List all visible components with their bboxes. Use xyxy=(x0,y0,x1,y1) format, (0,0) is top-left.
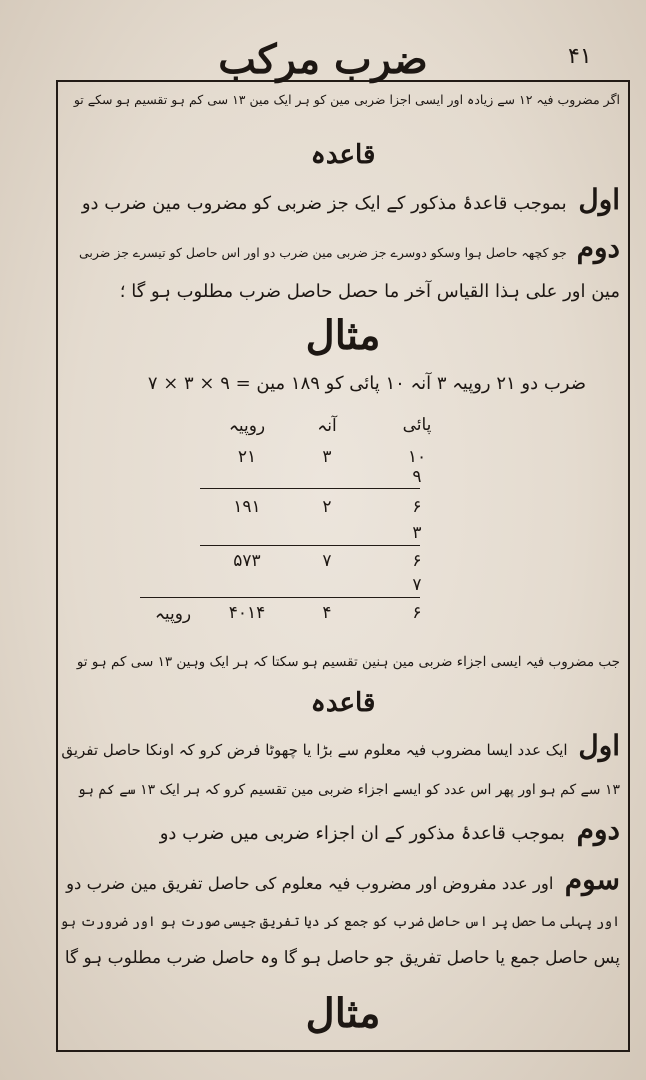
c2-step-2-line xyxy=(159,813,620,846)
multiplier-cell: ۳ xyxy=(412,523,422,543)
header-pai: پائی xyxy=(402,415,432,435)
page-number: ۴۱ xyxy=(568,44,592,69)
page-title: ضرب مرکب xyxy=(218,36,428,83)
table-cell: ۶ xyxy=(412,551,422,571)
step-1-line xyxy=(81,183,620,216)
example-heading-1: مثال xyxy=(305,312,381,359)
c2-step-3-continuation: اور پہلی ما حصل پر اس حاصل ضرب کو جمع کر دیا تفریق جیسی صورت ہو اور ضرورت ہو xyxy=(60,914,620,930)
table-cell: ۵۷۳ xyxy=(233,551,261,571)
table-rule xyxy=(140,597,420,598)
header-rupee: روپیہ xyxy=(228,416,266,436)
rule-heading-2: قاعدہ xyxy=(310,688,376,718)
table-cell: ۴۰۱۴ xyxy=(228,603,266,623)
table-cell: ۴ xyxy=(322,603,332,623)
example-problem: ضرب دو ۲۱ روپیہ ۳ آنہ ۱۰ پائی کو ۱۸۹ مین = ۹ × ۳ × ۷ xyxy=(147,373,586,394)
table-cell: ۲۱ xyxy=(237,447,257,467)
table-cell: ۷ xyxy=(322,551,332,571)
table-cell: ۲ xyxy=(322,497,332,517)
c2-step-1-text: ایک عدد ایسا مضروب فیہ معلوم سے بڑا یا چھوٹا فرض کرو کہ اونکا حاصل تفریق xyxy=(61,741,568,759)
header-anna: آنہ xyxy=(317,416,337,436)
c2-step-1-line xyxy=(61,729,620,762)
step-2-continuation: مین اور علی ہذا القیاس آخر ما حصل حاصل ضرب مطلوب ہو گا ؛ xyxy=(119,281,620,302)
table-rule xyxy=(200,545,420,546)
total-suffix: روپیہ xyxy=(154,604,192,624)
c2-step-1-continuation: ۱۳ سے کم ہو اور پھر اس عدد کو ایسے اجزاء ضربی مین تقسیم کرو کہ ہر ایک ۱۳ سے کم ہو xyxy=(77,782,620,798)
multiplier-cell: ۷ xyxy=(412,575,422,595)
multiplier-cell: ۹ xyxy=(412,467,422,487)
multiplication-table xyxy=(150,405,470,635)
table-cell: ۱۹۱ xyxy=(233,497,261,517)
table-rule xyxy=(200,488,420,489)
c2-step-1-lead: اول xyxy=(578,729,620,762)
c2-step-2-text: بموجب قاعدۂ مذکور کے ان اجزاء ضربی میں ضرب دو xyxy=(159,823,565,844)
step-1-lead: اول xyxy=(578,183,620,216)
table-cell: ۳ xyxy=(322,447,332,467)
example-heading-2: مثال xyxy=(305,990,381,1037)
table-cell: ۶ xyxy=(412,603,422,623)
c2-step-3-text: اور عدد مفروض اور مضروب فیہ معلوم کی حاصل تفریق مین ضرب دو xyxy=(66,874,554,893)
c2-step-3-lead: سوم xyxy=(564,863,620,896)
table-cell: ۶ xyxy=(412,497,422,517)
intro-line: اگر مضروب فیہ ۱۲ سے زیادہ اور ایسی اجزا ضربی مین کو ہر ایک مین ۱۳ سی کم ہو تقسیم ہو سکے تو xyxy=(73,92,620,107)
step-2-text: جو کچھہ حاصل ہوا وسکو دوسرے جز ضربی مین ضرب دو اور اس حاصل کو تیسرے جز ضربی xyxy=(78,245,567,260)
case-2-intro: جب مضروب فیہ ایسی اجزاء ضربی مین ہنین تقسیم ہو سکتا کہ ہر ایک وہین ۱۳ سی کم ہو تو xyxy=(76,654,620,670)
step-2-line xyxy=(78,231,620,265)
step-1-text: بموجب قاعدۂ مذکور کے ایک جز ضربی کو مضروب مین ضرب دو xyxy=(81,193,567,214)
table-cell: ۱۰ xyxy=(407,447,427,467)
step-2-lead: دوم xyxy=(576,231,620,264)
c2-step-2-lead: دوم xyxy=(576,813,620,846)
c2-step-3-continuation-2: پس حاصل جمع یا حاصل تفریق جو حاصل ہو گا وہ حاصل ضرب مطلوب ہو گا xyxy=(64,948,620,968)
c2-step-3-line xyxy=(66,863,620,896)
rule-heading-1: قاعدہ xyxy=(310,140,376,170)
